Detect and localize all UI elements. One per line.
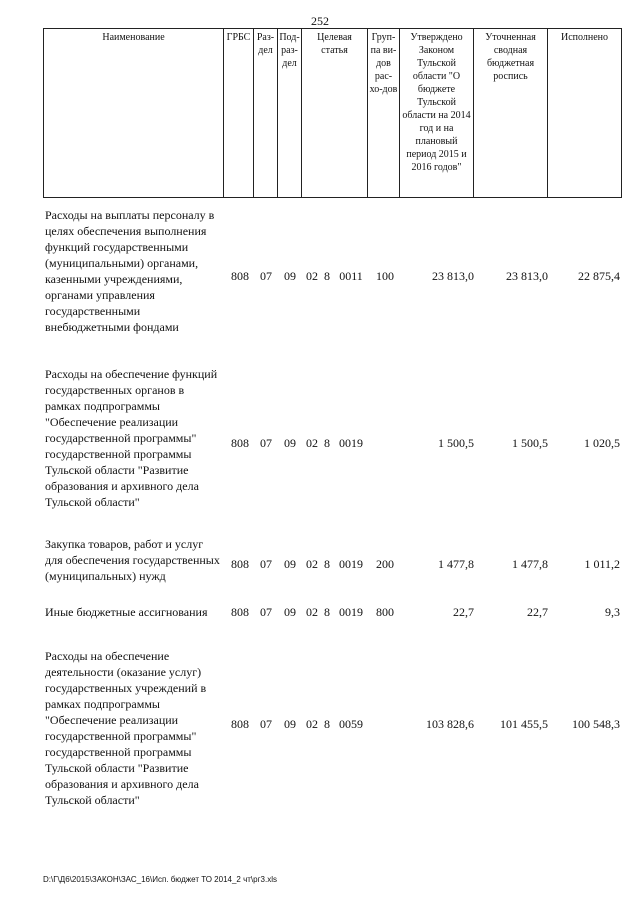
row-name: Закупка товаров, работ и услуг для обеспечения государственных (муниципальных) нужд <box>45 537 220 583</box>
header-approved: Утверждено Законом Тульской области "О бюджете Тульской области на 2014 год и на плановый период 2015 и 2016 годов" <box>400 29 474 198</box>
header-executed: Исполнено <box>548 29 622 198</box>
header-razdel: Раз-дел <box>254 29 278 198</box>
header-name: Наименование <box>44 29 224 198</box>
row-target-1: 02 <box>306 269 318 283</box>
row-refined: 1 500,5 <box>512 436 548 450</box>
row-target-1: 02 <box>306 717 318 731</box>
page-number: 252 <box>311 14 329 28</box>
row-grbs: 808 <box>231 717 249 731</box>
row-target-2: 8 <box>324 557 330 571</box>
row-approved: 1 477,8 <box>438 557 474 571</box>
row-target-2: 8 <box>324 717 330 731</box>
row-target-3: 0019 <box>339 557 363 571</box>
row-grbs: 808 <box>231 557 249 571</box>
row-executed: 1 011,2 <box>584 557 620 571</box>
row-razdel: 07 <box>260 269 272 283</box>
row-target-2: 8 <box>324 436 330 450</box>
row-refined: 1 477,8 <box>512 557 548 571</box>
row-executed: 100 548,3 <box>572 717 620 731</box>
row-razdel: 07 <box>260 436 272 450</box>
row-name: Расходы на обеспечение деятельности (оказание услуг) государственных учреждений в рамках подпрограммы "Обеспечение реализации государственной программы" государственной программы Тульской области "Развитие образования и архивного дела Тульской области" <box>45 649 207 807</box>
row-expense-type: 800 <box>376 605 394 619</box>
row-podrazdel: 09 <box>284 717 296 731</box>
row-target-3: 0019 <box>339 436 363 450</box>
row-approved: 103 828,6 <box>426 717 474 731</box>
row-podrazdel: 09 <box>284 605 296 619</box>
header-podrazdel: Под-раз-дел <box>278 29 302 198</box>
header-grbs: ГРБС <box>224 29 254 198</box>
row-name: Расходы на обеспечение функций государственных органов в рамках подпрограммы "Обеспечение реализации государственной программы" государственной программы Тульской области "Развитие образования и архивного дела Тульской области" <box>45 367 218 509</box>
row-grbs: 808 <box>231 269 249 283</box>
row-executed: 9,3 <box>605 605 620 619</box>
file-path-footer: D:\Г\Д6\2015\ЗАКОН\ЗАС_16\Исп. бюджет ТО 2014_2 чт\рг3.xls <box>43 875 277 884</box>
row-target-2: 8 <box>324 605 330 619</box>
row-razdel: 07 <box>260 717 272 731</box>
row-target-1: 02 <box>306 436 318 450</box>
row-target-3: 0019 <box>339 605 363 619</box>
row-approved: 1 500,5 <box>438 436 474 450</box>
row-podrazdel: 09 <box>284 269 296 283</box>
row-target-1: 02 <box>306 605 318 619</box>
row-razdel: 07 <box>260 605 272 619</box>
row-grbs: 808 <box>231 605 249 619</box>
row-refined: 22,7 <box>527 605 548 619</box>
row-approved: 22,7 <box>453 605 474 619</box>
row-expense-type: 100 <box>376 269 394 283</box>
row-expense-type: 200 <box>376 557 394 571</box>
row-target-1: 02 <box>306 557 318 571</box>
row-target-3: 0011 <box>339 269 363 283</box>
row-refined: 23 813,0 <box>506 269 548 283</box>
header-expense-type: Груп-па ви-дов рас-хо-дов <box>368 29 400 198</box>
row-podrazdel: 09 <box>284 436 296 450</box>
row-target-3: 0059 <box>339 717 363 731</box>
row-executed: 22 875,4 <box>578 269 620 283</box>
row-refined: 101 455,5 <box>500 717 548 731</box>
row-grbs: 808 <box>231 436 249 450</box>
header-target-article: Целевая статья <box>302 29 368 198</box>
row-podrazdel: 09 <box>284 557 296 571</box>
header-refined: Уточненная сводная бюджетная роспись <box>474 29 548 198</box>
row-name: Иные бюджетные ассигнования <box>45 605 208 619</box>
row-executed: 1 020,5 <box>584 436 620 450</box>
row-name: Расходы на выплаты персоналу в целях обеспечения выполнения функций государственными (муниципальными) органами, казенными учреждениями, органами управления государственными внебюджетными фондами <box>45 208 215 334</box>
table-header <box>43 28 622 198</box>
row-approved: 23 813,0 <box>432 269 474 283</box>
row-razdel: 07 <box>260 557 272 571</box>
row-target-2: 8 <box>324 269 330 283</box>
